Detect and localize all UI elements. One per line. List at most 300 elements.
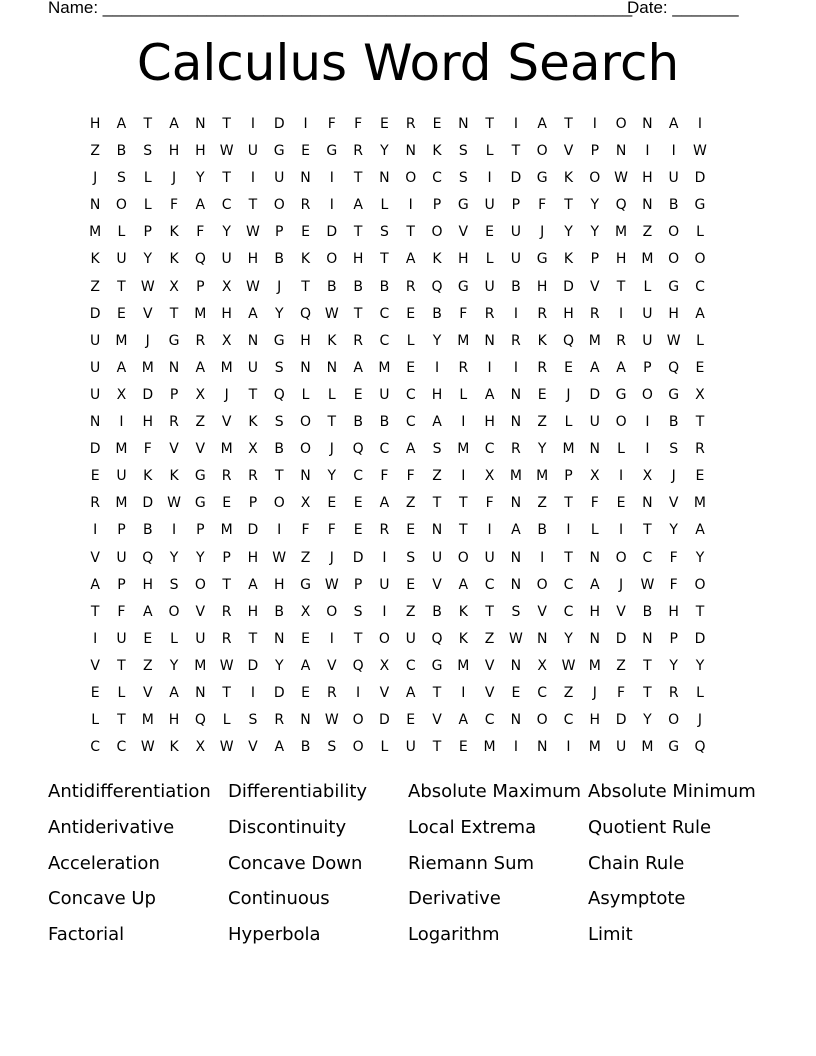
grid-cell: O xyxy=(378,630,390,647)
grid-cell: E xyxy=(511,684,521,701)
word-list-item: Factorial xyxy=(48,924,125,946)
grid-cell: E xyxy=(117,305,126,322)
grid-cell: U xyxy=(642,332,653,349)
grid-cell: L xyxy=(485,143,494,160)
grid-cell: H xyxy=(563,305,574,322)
grid-cell: N xyxy=(195,116,206,132)
grid-cell: Z xyxy=(642,224,653,241)
grid-cell: X xyxy=(195,739,206,756)
grid-cell: J xyxy=(329,549,334,566)
grid-cell: F xyxy=(170,197,179,214)
word-list-item: Differentiability xyxy=(228,781,368,802)
grid-cell: J xyxy=(171,170,177,187)
grid-cell: M xyxy=(588,657,601,674)
grid-cell: B xyxy=(642,603,653,620)
grid-cell: W xyxy=(324,305,339,322)
grid-cell: M xyxy=(641,251,654,268)
date-field-label: Date: _______ xyxy=(627,0,739,17)
grid-cell: K xyxy=(432,143,442,160)
grid-cell: I xyxy=(487,522,492,539)
grid-cell: N xyxy=(510,576,522,593)
grid-cell: D xyxy=(142,495,154,512)
grid-cell: H xyxy=(589,603,601,620)
grid-cell: O xyxy=(536,712,548,729)
grid-cell: Y xyxy=(695,549,705,566)
grid-cell: Q xyxy=(142,549,154,566)
grid-cell: U xyxy=(589,414,600,431)
grid-cell: T xyxy=(117,278,126,295)
grid-cell: T xyxy=(380,251,389,268)
grid-cell: U xyxy=(379,576,390,593)
grid-cell: N xyxy=(168,359,180,376)
grid-cell: T xyxy=(564,197,573,214)
grid-cell: V xyxy=(169,441,179,458)
grid-cell: G xyxy=(536,170,548,187)
grid-cell: T xyxy=(117,712,126,729)
grid-cell: R xyxy=(511,441,521,458)
grid-cell: V xyxy=(327,657,337,674)
word-list-item: Concave Up xyxy=(48,888,156,910)
grid-cell: E xyxy=(406,712,416,729)
grid-cell: C xyxy=(484,712,495,729)
word-list-item: Continuous xyxy=(228,888,330,910)
grid-cell: Y xyxy=(196,549,205,566)
grid-cell: R xyxy=(195,332,206,349)
grid-cell: A xyxy=(590,359,600,376)
grid-cell: S xyxy=(169,576,179,593)
grid-cell: A xyxy=(590,576,600,593)
grid-cell: T xyxy=(406,224,415,241)
grid-cell: U xyxy=(405,630,416,647)
grid-cell: A xyxy=(379,495,390,512)
grid-cell: R xyxy=(221,603,232,620)
grid-cell: O xyxy=(536,576,548,593)
grid-cell: T xyxy=(274,468,284,485)
grid-cell: E xyxy=(406,522,416,539)
grid-cell: D xyxy=(326,224,338,241)
grid-cell: W xyxy=(666,332,681,349)
grid-cell: N xyxy=(405,143,416,160)
grid-cell: Y xyxy=(432,332,442,349)
grid-cell: M xyxy=(483,739,496,756)
grid-cell: I xyxy=(513,116,518,132)
grid-cell: D xyxy=(694,630,706,647)
grid-cell: U xyxy=(668,170,679,187)
grid-cell: X xyxy=(379,657,390,674)
grid-cell: O xyxy=(352,739,364,756)
grid-cell: Z xyxy=(405,495,416,512)
grid-cell: V xyxy=(484,657,495,674)
grid-cell: A xyxy=(142,603,153,620)
grid-cell: M xyxy=(693,495,707,512)
grid-cell: E xyxy=(353,386,363,403)
grid-cell: I xyxy=(119,414,124,431)
grid-cell: O xyxy=(352,712,364,729)
grid-cell: D xyxy=(273,684,285,701)
grid-cell: T xyxy=(353,170,363,187)
grid-row xyxy=(82,165,713,192)
grid-cell: U xyxy=(642,305,653,322)
grid-cell: S xyxy=(274,414,284,431)
page-title: Calculus Word Search xyxy=(136,34,680,92)
grid-cell: O xyxy=(536,143,548,160)
grid-cell: E xyxy=(353,522,363,539)
grid-cell: L xyxy=(301,386,310,403)
grid-cell: Q xyxy=(194,712,206,729)
grid-cell: Y xyxy=(327,468,337,485)
grid-cell: W xyxy=(167,495,181,512)
grid-cell: N xyxy=(300,712,311,729)
grid-cell: S xyxy=(511,603,521,620)
grid-cell: V xyxy=(432,712,442,729)
grid-cell: I xyxy=(382,603,387,620)
grid-cell: K xyxy=(537,332,547,349)
grid-cell: K xyxy=(169,251,179,268)
grid-cell: Z xyxy=(405,603,416,620)
grid-cell: Z xyxy=(432,468,442,485)
grid-cell: I xyxy=(329,170,334,187)
grid-cell: J xyxy=(329,441,334,458)
grid-cell: Z xyxy=(616,657,626,674)
grid-cell: M xyxy=(220,441,233,458)
grid-row xyxy=(82,274,713,301)
grid-cell: B xyxy=(142,522,153,539)
grid-cell: T xyxy=(353,630,363,647)
word-list-item: Hyperbola xyxy=(228,924,321,946)
grid-cell: Z xyxy=(537,414,547,431)
grid-cell: E xyxy=(353,495,363,512)
grid-cell: I xyxy=(356,684,361,701)
grid-cell: N xyxy=(89,197,101,214)
grid-cell: M xyxy=(562,441,575,458)
grid-cell: I xyxy=(277,522,282,539)
grid-cell: C xyxy=(484,441,495,458)
grid-cell: J xyxy=(592,684,597,701)
grid-cell: U xyxy=(90,386,101,403)
grid-cell: N xyxy=(195,684,206,701)
grid-cell: D xyxy=(589,386,601,403)
word-list-item: Logarithm xyxy=(408,924,500,946)
grid-cell: A xyxy=(616,359,626,376)
grid-cell: B xyxy=(668,414,679,431)
grid-cell: S xyxy=(458,170,468,187)
grid-cell: T xyxy=(143,116,153,132)
grid-cell: U xyxy=(484,549,495,566)
grid-cell: T xyxy=(301,278,310,295)
grid-cell: X xyxy=(300,603,311,620)
grid-cell: D xyxy=(273,116,285,132)
grid-cell: A xyxy=(405,441,416,458)
grid-cell: I xyxy=(408,197,413,214)
grid-cell: R xyxy=(326,684,337,701)
grid-cell: H xyxy=(221,305,232,322)
grid-cell: M xyxy=(536,468,549,485)
grid-cell: K xyxy=(90,251,100,268)
grid-cell: M xyxy=(378,359,391,376)
grid-cell: W xyxy=(219,739,234,756)
grid-row xyxy=(82,490,713,517)
word-list-item: Antiderivative xyxy=(48,816,175,838)
grid-cell: P xyxy=(196,522,205,539)
grid-cell: C xyxy=(432,170,442,187)
grid-cell: I xyxy=(619,468,624,485)
grid-cell: G xyxy=(194,468,206,485)
grid-cell: R xyxy=(537,359,548,376)
grid-cell: Y xyxy=(380,143,389,160)
grid-cell: O xyxy=(615,414,627,431)
grid-row xyxy=(82,436,713,463)
grid-cell: I xyxy=(93,630,98,647)
grid-row xyxy=(82,355,713,382)
grid-cell: L xyxy=(696,684,704,701)
grid-cell: H xyxy=(458,251,469,268)
grid-cell: G xyxy=(431,657,443,674)
grid-cell: F xyxy=(459,305,468,322)
grid-cell: G xyxy=(615,386,627,403)
grid-cell: F xyxy=(617,684,626,701)
grid-cell: S xyxy=(406,549,416,566)
grid-cell: T xyxy=(169,305,179,322)
grid-cell: V xyxy=(195,603,206,620)
grid-cell: R xyxy=(169,414,179,431)
grid-cell: M xyxy=(194,305,207,322)
grid-cell: P xyxy=(117,522,126,539)
grid-cell: R xyxy=(484,305,495,322)
grid-cell: H xyxy=(536,278,548,295)
grid-cell: W xyxy=(140,278,155,295)
word-list-item: Discontinuity xyxy=(228,816,347,838)
grid-cell: W xyxy=(640,576,655,593)
grid-cell: O xyxy=(326,603,338,620)
grid-cell: N xyxy=(326,359,338,376)
word-list-item: Riemann Sum xyxy=(408,852,535,874)
grid-cell: N xyxy=(589,441,601,458)
grid-cell: L xyxy=(617,441,625,458)
word-list-item: Absolute Minimum xyxy=(588,781,756,802)
grid-cell: U xyxy=(615,739,627,756)
grid-cell: U xyxy=(247,143,259,160)
grid-cell: R xyxy=(379,522,390,539)
grid-cell: Q xyxy=(352,441,364,458)
grid-cell: V xyxy=(90,657,100,674)
grid-cell: C xyxy=(642,549,653,566)
grid-cell: O xyxy=(668,251,680,268)
grid-cell: I xyxy=(487,170,492,187)
grid-cell: Y xyxy=(169,657,179,674)
grid-cell: P xyxy=(564,468,573,485)
grid-cell: K xyxy=(458,630,468,647)
grid-cell: H xyxy=(589,712,601,729)
grid-cell: Y xyxy=(537,441,547,458)
grid-cell: H xyxy=(668,305,679,322)
word-list-item: Absolute Maximum xyxy=(408,781,582,802)
grid-cell: Y xyxy=(274,657,284,674)
grid-cell: O xyxy=(326,251,338,268)
grid-cell: S xyxy=(379,224,389,241)
grid-cell: X xyxy=(484,468,495,485)
grid-cell: T xyxy=(511,143,521,160)
grid-cell: D xyxy=(247,657,259,674)
grid-cell: A xyxy=(248,305,258,322)
grid-cell: L xyxy=(143,170,152,187)
grid-cell: C xyxy=(405,414,416,431)
grid-cell: B xyxy=(379,414,390,431)
grid-cell: H xyxy=(247,549,259,566)
grid-cell: T xyxy=(485,116,494,132)
grid-cell: S xyxy=(327,739,337,756)
grid-cell: A xyxy=(405,684,416,701)
grid-cell: A xyxy=(248,576,258,593)
grid-cell: R xyxy=(511,332,521,349)
grid-cell: H xyxy=(168,712,180,729)
grid-cell: R xyxy=(221,630,232,647)
grid-cell: V xyxy=(537,603,547,620)
grid-row xyxy=(82,599,713,626)
grid-cell: M xyxy=(457,332,470,349)
grid-cell: Y xyxy=(143,251,153,268)
grid-cell: M xyxy=(141,712,154,729)
grid-cell: O xyxy=(273,197,285,214)
grid-cell: J xyxy=(277,278,282,295)
grid-cell: F xyxy=(301,522,310,539)
grid-cell: F xyxy=(380,468,389,485)
grid-cell: M xyxy=(641,739,654,756)
grid-cell: M xyxy=(220,359,233,376)
grid-cell: S xyxy=(458,143,468,160)
grid-cell: G xyxy=(536,251,548,268)
grid-cell: N xyxy=(510,712,522,729)
grid-cell: M xyxy=(141,359,154,376)
grid-cell: E xyxy=(327,495,337,512)
grid-cell: L xyxy=(380,197,389,214)
grid-cell: Y xyxy=(643,712,652,729)
grid-cell: C xyxy=(484,576,495,593)
grid-cell: L xyxy=(564,414,573,431)
grid-cell: C xyxy=(537,684,548,701)
grid-cell: W xyxy=(246,278,260,295)
grid-cell: O xyxy=(589,170,601,187)
grid-cell: V xyxy=(248,739,258,756)
grid-cell: E xyxy=(301,143,310,160)
grid-cell: K xyxy=(248,414,258,431)
grid-cell: A xyxy=(484,386,495,403)
grid-cell: C xyxy=(405,386,416,403)
grid-cell: V xyxy=(142,305,153,322)
grid-row xyxy=(82,382,713,409)
grid-cell: W xyxy=(272,549,287,566)
grid-cell: N xyxy=(642,630,653,647)
grid-cell: T xyxy=(643,684,652,701)
grid-cell: Z xyxy=(537,495,547,512)
word-list-item: Quotient Rule xyxy=(588,816,712,838)
grid-cell: F xyxy=(538,197,547,214)
grid-cell: W xyxy=(246,224,260,241)
grid-cell: S xyxy=(274,359,284,376)
grid-cell: V xyxy=(616,603,626,620)
grid-cell: T xyxy=(616,278,626,295)
grid-cell: H xyxy=(484,414,495,431)
grid-cell: V xyxy=(142,684,153,701)
grid-cell: N xyxy=(615,143,627,160)
grid-cell: K xyxy=(327,332,337,349)
grid-cell: A xyxy=(116,359,127,376)
grid-cell: U xyxy=(221,251,232,268)
word-list-item: Derivative xyxy=(408,888,501,910)
grid-cell: N xyxy=(589,630,601,647)
grid-cell: I xyxy=(645,143,650,160)
grid-cell: U xyxy=(379,386,390,403)
grid-cell: Q xyxy=(300,305,312,322)
grid-cell: T xyxy=(695,603,705,620)
grid-cell: U xyxy=(90,359,101,376)
grid-cell: V xyxy=(458,224,469,241)
word-list xyxy=(48,777,808,956)
grid-cell: H xyxy=(642,170,653,187)
grid-cell: P xyxy=(511,197,521,214)
grid-cell: R xyxy=(405,116,416,132)
grid-cell: A xyxy=(695,522,705,539)
grid-row xyxy=(82,111,713,138)
grid-cell: H xyxy=(247,251,259,268)
grid-cell: L xyxy=(590,522,599,539)
grid-cell: T xyxy=(327,414,337,431)
grid-cell: N xyxy=(379,170,390,187)
grid-cell: Z xyxy=(142,657,153,674)
grid-cell: S xyxy=(669,441,679,458)
grid-cell: A xyxy=(668,116,679,132)
grid-cell: L xyxy=(380,739,389,756)
grid-cell: U xyxy=(116,630,127,647)
grid-cell: G xyxy=(457,278,469,295)
grid-cell: P xyxy=(248,495,258,512)
grid-cell: Z xyxy=(484,630,495,647)
grid-cell: A xyxy=(511,522,521,539)
grid-cell: I xyxy=(513,739,518,756)
grid-cell: N xyxy=(247,332,259,349)
grid-row xyxy=(82,707,713,734)
grid-cell: R xyxy=(695,441,705,458)
grid-cell: T xyxy=(353,305,363,322)
grid-cell: E xyxy=(406,305,416,322)
grid-cell: C xyxy=(563,603,574,620)
grid-row xyxy=(82,463,713,490)
grid-cell: L xyxy=(406,332,415,349)
grid-cell: H xyxy=(195,143,206,160)
grid-cell: B xyxy=(432,305,442,322)
grid-cell: T xyxy=(222,170,231,187)
grid-cell: A xyxy=(169,116,179,132)
grid-cell: K xyxy=(432,251,442,268)
grid-cell: V xyxy=(379,684,390,701)
grid-cell: E xyxy=(143,630,153,647)
grid-cell: F xyxy=(669,576,678,593)
grid-cell: N xyxy=(484,332,495,349)
grid-cell: D xyxy=(379,712,390,729)
grid-cell: V xyxy=(484,684,495,701)
grid-cell: J xyxy=(93,170,98,187)
grid-cell: G xyxy=(668,386,680,403)
grid-cell: O xyxy=(694,251,706,268)
grid-cell: T xyxy=(695,414,705,431)
grid-cell: E xyxy=(564,359,573,376)
grid-cell: M xyxy=(588,332,601,349)
letter-grid xyxy=(82,111,713,761)
grid-cell: T xyxy=(248,630,258,647)
grid-cell: H xyxy=(352,251,364,268)
grid-cell: N xyxy=(536,739,548,756)
grid-cell: R xyxy=(353,332,363,349)
grid-cell: Y xyxy=(222,224,231,241)
